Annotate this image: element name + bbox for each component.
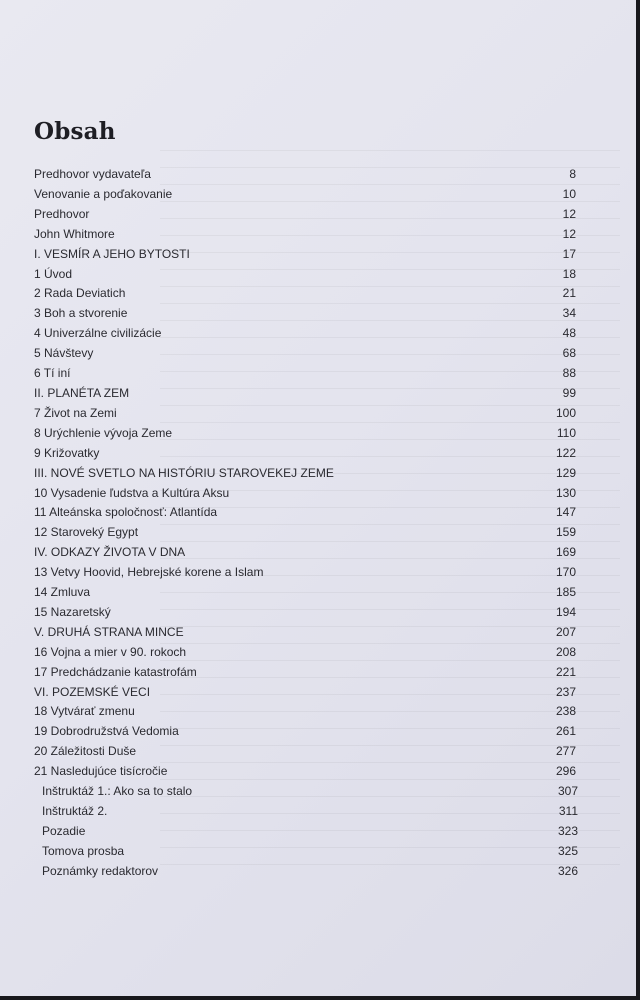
toc-entry-page-number: 194 <box>555 604 576 619</box>
toc-entry-label: Inštruktáž 1.: Ako sa to stalo <box>42 784 193 799</box>
toc-entry-page-number: 99 <box>562 385 576 400</box>
toc-entry-page-number: 8 <box>569 167 576 181</box>
toc-entry-label: V. DRUHÁ STRANA MINCE <box>34 624 184 639</box>
toc-entry-label: Inštruktáž 2. <box>42 804 108 818</box>
toc-entry <box>34 384 576 404</box>
toc-entry-label: I. VESMÍR A JEHO BYTOSTI <box>34 246 190 261</box>
toc-entry-label: 6 Tí iní <box>34 366 71 381</box>
toc-entry <box>34 503 576 523</box>
toc-entry <box>34 742 576 762</box>
toc-entry-label: John Whitmore <box>34 226 115 241</box>
toc-entry-page-number: 208 <box>555 644 576 659</box>
toc-entry-page-number: 237 <box>555 684 576 699</box>
toc-entry-page-number: 307 <box>557 784 578 799</box>
toc-entry <box>34 185 576 205</box>
toc-entry <box>34 563 576 583</box>
toc-entry-label: 2 Rada Deviatich <box>34 286 126 301</box>
toc-entry-page-number: 261 <box>555 724 576 739</box>
toc-entry-label: 20 Záležitosti Duše <box>34 744 137 759</box>
toc-entry <box>34 862 576 882</box>
toc-entry-page-number: 311 <box>558 804 578 818</box>
toc-entry <box>34 683 576 703</box>
toc-entry <box>34 603 576 623</box>
toc-entry <box>34 304 576 324</box>
toc-entry-label: 19 Dobrodružstvá Vedomia <box>34 724 179 739</box>
toc-entry-page-number: 48 <box>562 326 576 341</box>
toc-entry-label: 8 Urýchlenie vývoja Zeme <box>34 425 173 440</box>
toc-entry <box>34 643 576 663</box>
toc-entry-label: 17 Predchádzanie katastrofám <box>34 664 197 679</box>
toc-entry-label: 9 Križovatky <box>34 445 100 460</box>
toc-entry-page-number: 18 <box>562 266 576 281</box>
toc-entry-label: 16 Vojna a mier v 90. rokoch <box>34 644 187 659</box>
toc-entry <box>34 324 576 344</box>
toc-entry <box>34 364 576 384</box>
toc-entry-label: 5 Návštevy <box>34 346 94 361</box>
toc-entry-label: II. PLANÉTA ZEM <box>34 385 130 400</box>
toc-entry-page-number: 12 <box>562 226 576 241</box>
toc-entry-page-number: 238 <box>555 704 576 719</box>
toc-entry <box>34 702 576 722</box>
toc-entry <box>34 205 576 225</box>
toc-entry <box>34 583 576 603</box>
toc-entry-page-number: 17 <box>562 246 576 261</box>
toc-entry-page-number: 129 <box>555 465 576 480</box>
toc-entry-label: Venovanie a poďakovanie <box>34 186 173 201</box>
toc-entry-page-number: 296 <box>555 764 576 779</box>
toc-entry-page-number: 34 <box>562 306 576 321</box>
toc-entry-label: 21 Nasledujúce tisícročie <box>34 764 168 779</box>
toc-entry-label: 14 Zmluva <box>34 585 91 600</box>
toc-entry <box>34 623 576 643</box>
toc-entry-page-number: 10 <box>562 186 576 201</box>
toc-entry-label: 1 Úvod <box>34 266 73 281</box>
toc-entry <box>34 802 576 822</box>
toc-entry-page-number: 110 <box>556 425 576 440</box>
toc-entry-page-number: 159 <box>555 525 576 540</box>
toc-entry-page-number: 100 <box>555 405 576 420</box>
toc-entry-page-number: 169 <box>555 545 576 560</box>
toc-entry <box>34 245 576 265</box>
toc-entry <box>34 663 576 683</box>
toc-entry <box>34 424 576 444</box>
toc-entry <box>34 543 576 563</box>
toc-entry-label: 7 Život na Zemi <box>34 405 117 420</box>
toc-entry-page-number: 170 <box>555 565 576 580</box>
toc-entry <box>34 762 576 782</box>
toc-entry-label: Predhovor <box>34 206 90 221</box>
toc-entry <box>34 782 576 802</box>
toc-entry <box>34 165 576 185</box>
toc-entry <box>34 444 576 464</box>
toc-entry-label: IV. ODKAZY ŽIVOTA V DNA <box>34 545 186 560</box>
toc-entry-page-number: 185 <box>555 585 576 600</box>
toc-entry <box>34 822 576 842</box>
toc-entry-label: 13 Vetvy Hoovid, Hebrejské korene a Islam <box>34 565 264 580</box>
toc-entry-label: Predhovor vydavateľa <box>34 167 151 181</box>
toc-entry-label: III. NOVÉ SVETLO NA HISTÓRIU STAROVEKEJ ZEME <box>34 465 334 480</box>
toc-entry <box>34 842 576 862</box>
toc-entry-page-number: 21 <box>562 286 576 301</box>
toc-entry <box>34 464 576 484</box>
page-edge <box>636 0 640 1000</box>
toc-entry <box>34 284 576 304</box>
toc-entry-page-number: 207 <box>555 624 576 639</box>
toc-entry-label: 11 Alteánska spoločnosť: Atlantída <box>34 505 218 520</box>
toc-entry <box>34 484 576 504</box>
toc-entry <box>34 265 576 285</box>
toc-entry-label: Pozadie <box>42 823 86 838</box>
toc-entry-label: 4 Univerzálne civilizácie <box>34 326 162 341</box>
toc-entry-label: 10 Vysadenie ľudstva a Kultúra Aksu <box>34 485 230 500</box>
toc-entry-page-number: 323 <box>557 823 578 838</box>
toc-entry-page-number: 12 <box>562 206 576 221</box>
toc-entry-page-number: 122 <box>555 445 576 460</box>
toc-entry-label: VI. POZEMSKÉ VECI <box>34 684 151 699</box>
toc-entry-page-number: 325 <box>557 843 578 858</box>
toc-entry-page-number: 147 <box>555 505 576 520</box>
toc-entry <box>34 523 576 543</box>
toc-entry-label: 12 Staroveký Egypt <box>34 525 139 540</box>
toc-entry-page-number: 277 <box>555 744 576 759</box>
toc-entry-label: 15 Nazaretský <box>34 604 111 619</box>
toc-entry-label: 18 Vytvárať zmenu <box>34 704 135 719</box>
page-edge <box>0 996 640 1000</box>
toc-entry-label: Poznámky redaktorov <box>42 863 159 878</box>
toc-entry <box>34 225 576 245</box>
toc-entry-page-number: 326 <box>557 863 578 878</box>
toc-entry-page-number: 130 <box>555 485 576 500</box>
toc-entry-label: Tomova prosba <box>42 843 125 858</box>
toc-entry-page-number: 88 <box>562 366 576 381</box>
toc-entry-page-number: 221 <box>555 664 576 679</box>
toc-entry-label: 3 Boh a stvorenie <box>34 306 128 321</box>
toc-entry <box>34 722 576 742</box>
table-of-contents <box>34 165 576 882</box>
page-title: Obsah <box>34 118 116 145</box>
toc-entry <box>34 344 576 364</box>
toc-entry <box>34 404 576 424</box>
toc-entry-page-number: 68 <box>562 346 576 361</box>
